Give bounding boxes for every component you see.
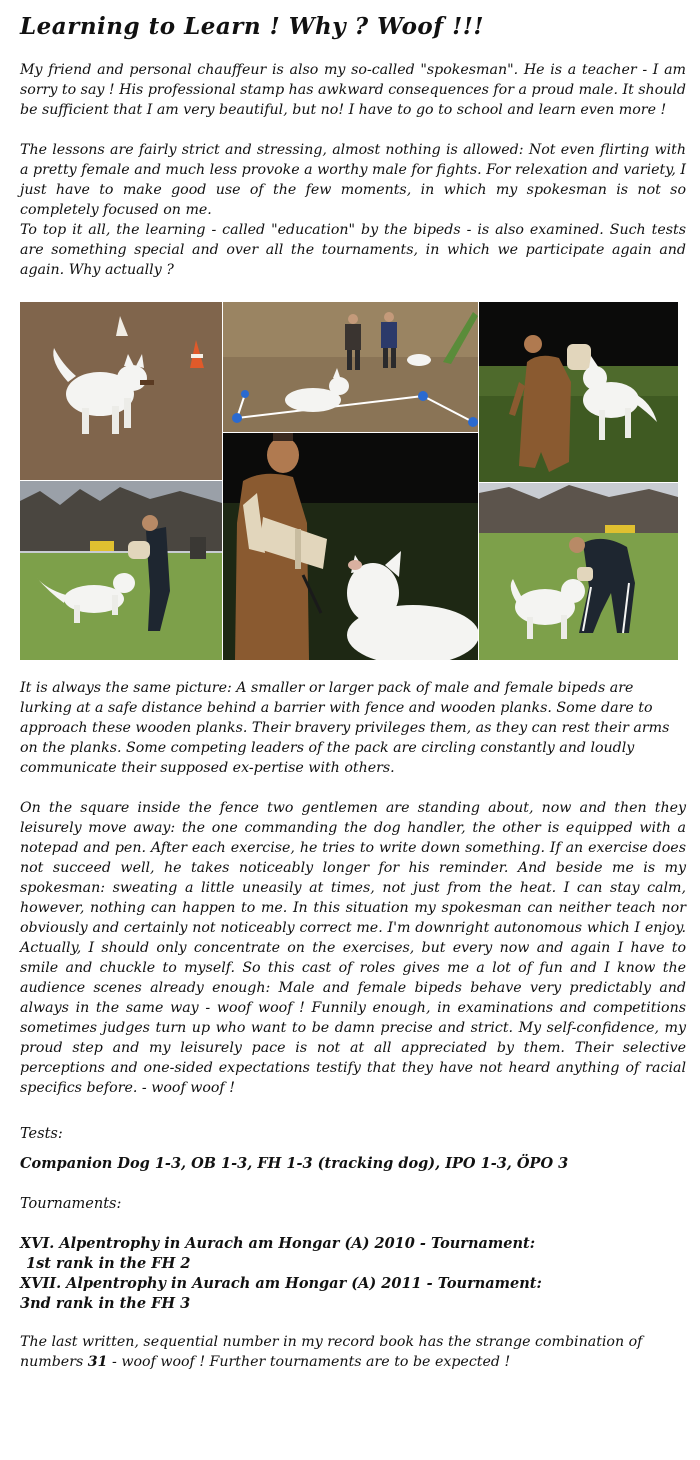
paragraph-audience: It is always the same picture: A smaller or larger pack of male and female bipeds are lurking at a safe distance behind a barrier with fence and wooden planks. Some dare to approach these wooden planks. Their bravery privileges them, as they can rest their arms on the planks. Some competing leaders of the pack are circling constantly and loudly communicate their supposed ex-pertise with others. (20, 680, 670, 776)
paragraph-judges: On the square inside the fence two gentlemen are standing about, now and then they leisurely move away: the one commanding the dog handler, the other is equipped with a notepad and pen. After each exercise, he tries to write down something. If an exercise does not succeed well, he takes noticeably longer for his reminder. And beside me is my spokesman: sweating a little uneasily at times, not just from the heat. I can stay calm, however, nothing can happen to me. In this situation my spokesman can neither teach nor obviously and certainly not noticeably correct me. I'm downright autonomous which I enjoy. Actually, I should only concentrate on the exercises, but every now and again I have to smile and chuckle to myself. So this cast of roles gives me a lot of fun and I know the audience scenes already enough: Male and female bipeds behave very predictably and always in the same way - woof woof ! Funnily enough, in examinations and competitions sometimes judges turn up who want to be damn precise and strict. My self-confidence, my proud step and my leisurely pace is not at all appreciated by them. Their selective perceptions and one-sided expectations testify that they have not heard anything of racial specifics before. - woof woof ! (20, 800, 686, 1096)
photo-night-sleeve-closeup (223, 433, 478, 660)
tournament-result: 1st rank in the FH 2 (26, 1255, 191, 1272)
tournament-entry: XVI. Alpentrophy in Aurach am Hongar (A) 2010 - Tournament: (20, 1235, 536, 1252)
photo-collage (20, 302, 678, 660)
closing-text-before: The last written, sequential number in my record book has the strange combination of numbers (20, 1334, 643, 1370)
photo-dog-retrieve (20, 302, 222, 480)
photo-field-down-stay (223, 302, 478, 432)
page-title: Learning to Learn ! Why ? Woof !!! (20, 13, 484, 40)
closing-text-after: - woof woof ! Further tournaments are to be expected ! (107, 1354, 511, 1370)
photo-day-sleeve-jump (20, 481, 222, 660)
tournament-result: 3nd rank in the FH 3 (20, 1295, 191, 1312)
paragraph-closing (20, 1332, 686, 1372)
paragraph-intro: My friend and personal chauffeur is also my so-called "spokesman". He is a teacher - I am sorry to say ! His professional stamp has awkward consequences for a proud male. It should be sufficient that I am very beautiful, but no! I have to go to school and learn even more ! (20, 62, 686, 118)
tests-value: Companion Dog 1-3, OB 1-3, FH 1-3 (tracking dog), IPO 1-3, ÖPO 3 (20, 1155, 569, 1172)
photo-night-bite-suit (479, 302, 678, 482)
photo-day-tracksuit (479, 483, 678, 660)
tournaments-label: Tournaments: (20, 1196, 122, 1212)
paragraph-lessons: The lessons are fairly strict and stressing, almost nothing is allowed: Not even flirting with a pretty female and much less provoke a worthy male for fights. For relexation and variety, I just have to make good use of the few moments, in which my spokesman is not so completely focused on me. (20, 142, 686, 218)
tests-label: Tests: (20, 1126, 63, 1142)
paragraph-tests-intro: To top it all, the learning - called "education" by the bipeds - is also examined. Such tests are something special and over all the tournaments, in which we participate again and again. Why actually ? (20, 222, 686, 278)
tournaments-list (20, 1234, 686, 1314)
tournament-entry: XVII. Alpentrophy in Aurach am Hongar (A) 2011 - Tournament: (20, 1275, 542, 1292)
record-number: 31 (87, 1354, 108, 1370)
article (20, 0, 686, 1372)
